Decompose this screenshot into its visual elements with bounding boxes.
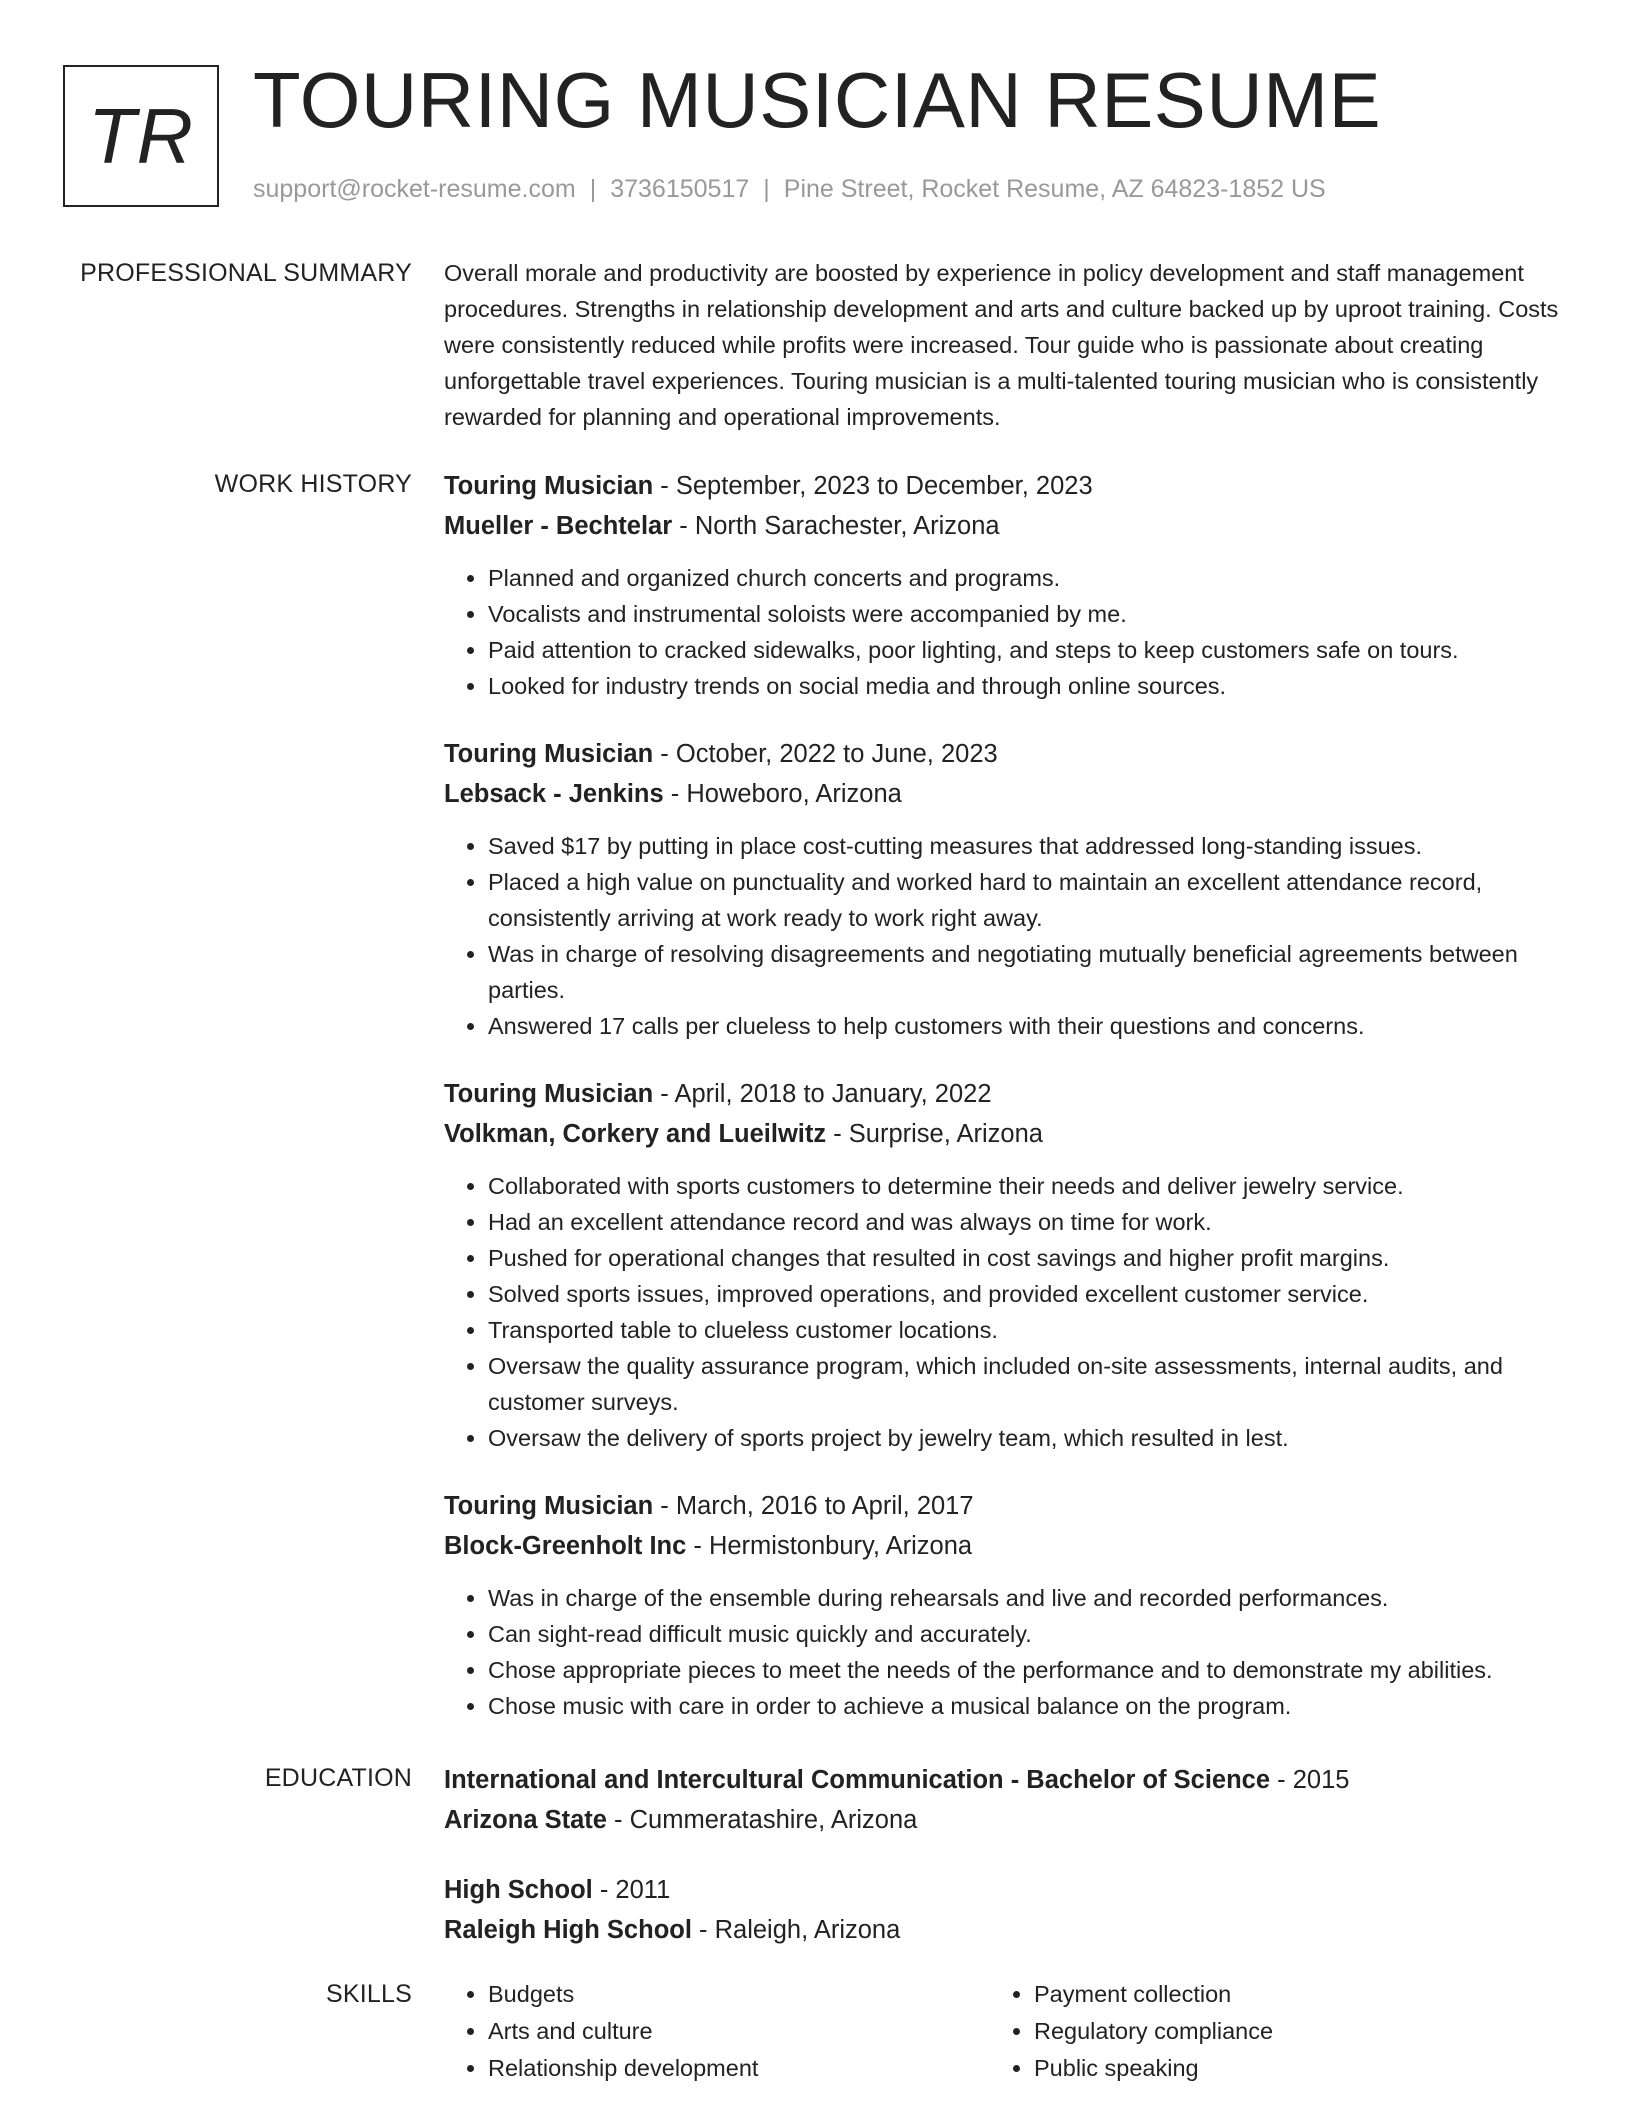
- skills-column-left: [444, 1976, 990, 2087]
- job-company-line: [444, 1526, 1564, 1566]
- section-label-education: EDUCATION: [264, 1764, 412, 1792]
- job-bullet: • Transported table to clueless customer locations.: [488, 1312, 1564, 1348]
- job-bullet: • Oversaw the delivery of sports project by jewelry team, which resulted in lest.: [488, 1420, 1564, 1456]
- education-entry: [444, 1760, 1564, 1840]
- job-bullet: • Collaborated with sports customers to determine their needs and deliver jewelry service.: [488, 1168, 1564, 1204]
- education-school: Arizona State: [444, 1806, 607, 1834]
- education-degree: High School: [444, 1876, 593, 1904]
- job-bullet: • Saved $17 by putting in place cost-cutting measures that addressed long-standing issues.: [488, 828, 1564, 864]
- education-list: [444, 1760, 1564, 1980]
- job-title-line: [444, 1074, 1564, 1114]
- job-location: - Hermistonbury, Arizona: [686, 1532, 973, 1560]
- job-bullet: • Pushed for operational changes that resulted in cost savings and higher profit margins.: [488, 1240, 1564, 1276]
- job-bullet: • Oversaw the quality assurance program, which included on-site assessments, internal audits, and customer surveys.: [488, 1348, 1564, 1420]
- job-bullets: [444, 1168, 1564, 1456]
- job-title-line: [444, 734, 1564, 774]
- job-company: Volkman, Corkery and Lueilwitz: [444, 1120, 827, 1148]
- education-location: - Cummeratashire, Arizona: [606, 1806, 918, 1834]
- job-bullet: • Chose appropriate pieces to meet the needs of the performance and to demonstrate my abilities.: [488, 1652, 1564, 1688]
- skills-list: [444, 1976, 1564, 2087]
- education-degree: International and Intercultural Communication - Bachelor of Science: [444, 1766, 1271, 1794]
- contact-phone: 3736150517: [610, 175, 750, 203]
- education-school: Raleigh High School: [444, 1916, 692, 1944]
- job-location: - Surprise, Arizona: [826, 1120, 1043, 1148]
- job-bullet: • Answered 17 calls per clueless to help customers with their questions and concerns.: [488, 1008, 1564, 1044]
- job-company: Lebsack - Jenkins: [444, 780, 664, 808]
- job-bullets: [444, 560, 1564, 704]
- job-bullet: • Looked for industry trends on social media and through online sources.: [488, 668, 1564, 704]
- skill-item: • Regulatory compliance: [1034, 2013, 1536, 2050]
- job-title-line: [444, 466, 1564, 506]
- job-bullet: • Vocalists and instrumental soloists were accompanied by me.: [488, 596, 1564, 632]
- education-degree-line: [444, 1760, 1564, 1800]
- skill-item: • Public speaking: [1034, 2050, 1536, 2087]
- contact-separator: |: [589, 175, 597, 203]
- education-year: - 2015: [1270, 1766, 1350, 1794]
- section-label-work-history: WORK HISTORY: [214, 470, 412, 498]
- contact-separator: |: [763, 175, 770, 203]
- job-location: - Howeboro, Arizona: [663, 780, 902, 808]
- job-bullets: [444, 1580, 1564, 1724]
- contact-line: [253, 175, 1326, 204]
- job-bullet: • Was in charge of resolving disagreements and negotiating mutually beneficial agreements between parties.: [488, 936, 1564, 1008]
- job-bullets: [444, 828, 1564, 1044]
- education-year: - 2011: [592, 1876, 671, 1904]
- job-dates: - March, 2016 to April, 2017: [653, 1492, 974, 1520]
- job-company: Mueller - Bechtelar: [444, 512, 673, 540]
- job-list: [444, 466, 1564, 1754]
- skill-item: • Budgets: [488, 1976, 990, 2013]
- job-location: - North Sarachester, Arizona: [672, 512, 1000, 540]
- job-entry: [444, 1486, 1564, 1724]
- job-company: Block-Greenholt Inc: [444, 1532, 687, 1560]
- job-title: Touring Musician: [444, 1080, 654, 1108]
- education-location: - Raleigh, Arizona: [691, 1916, 901, 1944]
- monogram-logo: TR: [63, 65, 219, 207]
- job-bullet: • Paid attention to cracked sidewalks, poor lighting, and steps to keep customers safe on tours.: [488, 632, 1564, 668]
- section-label-summary: PROFESSIONAL SUMMARY: [80, 259, 412, 287]
- summary-text: Overall morale and productivity are boosted by experience in policy development and staff management procedures. Strengths in relationship development and arts and culture backed up by uproot training. Costs were consistently reduced while profits were increased. Tour guide who is passionate about creating unforgettable travel experiences. Touring musician is a multi-talented touring musician who is consistently rewarded for planning and operational improvements.: [444, 260, 1559, 430]
- job-title: Touring Musician: [444, 1492, 654, 1520]
- job-title: Touring Musician: [444, 472, 654, 500]
- resume-title: TOURING MUSICIAN RESUME: [253, 56, 1382, 144]
- job-bullet: • Chose music with care in order to achieve a musical balance on the program.: [488, 1688, 1564, 1724]
- contact-address: Pine Street, Rocket Resume, AZ 64823-1852 US: [783, 175, 1326, 203]
- education-school-line: [444, 1800, 1564, 1840]
- job-bullet: • Was in charge of the ensemble during rehearsals and live and recorded performances.: [488, 1580, 1564, 1616]
- job-dates: - September, 2023 to December, 2023: [653, 472, 1093, 500]
- job-title: Touring Musician: [444, 740, 654, 768]
- job-entry: [444, 734, 1564, 1044]
- section-label-skills: SKILLS: [326, 1980, 412, 2008]
- job-dates: - October, 2022 to June, 2023: [653, 740, 998, 768]
- education-degree-line: [444, 1870, 1564, 1910]
- job-company-line: [444, 774, 1564, 814]
- job-bullet: • Solved sports issues, improved operations, and provided excellent customer service.: [488, 1276, 1564, 1312]
- skill-item: • Relationship development: [488, 2050, 990, 2087]
- job-bullet: • Placed a high value on punctuality and worked hard to maintain an excellent attendance record, consistently arriving at work ready to work right away.: [488, 864, 1564, 936]
- education-school-line: [444, 1910, 1564, 1950]
- skills-column-right: [990, 1976, 1536, 2087]
- skill-item: • Payment collection: [1034, 1976, 1536, 2013]
- job-bullet: • Had an excellent attendance record and was always on time for work.: [488, 1204, 1564, 1240]
- job-bullet: • Can sight-read difficult music quickly and accurately.: [488, 1616, 1564, 1652]
- skill-item: • Arts and culture: [488, 2013, 990, 2050]
- contact-email: support@rocket-resume.com: [253, 175, 576, 203]
- job-dates: - April, 2018 to January, 2022: [653, 1080, 992, 1108]
- job-entry: [444, 466, 1564, 704]
- education-entry: [444, 1870, 1564, 1950]
- job-entry: [444, 1074, 1564, 1456]
- job-title-line: [444, 1486, 1564, 1526]
- job-company-line: [444, 1114, 1564, 1154]
- job-bullet: • Planned and organized church concerts and programs.: [488, 560, 1564, 596]
- job-company-line: [444, 506, 1564, 546]
